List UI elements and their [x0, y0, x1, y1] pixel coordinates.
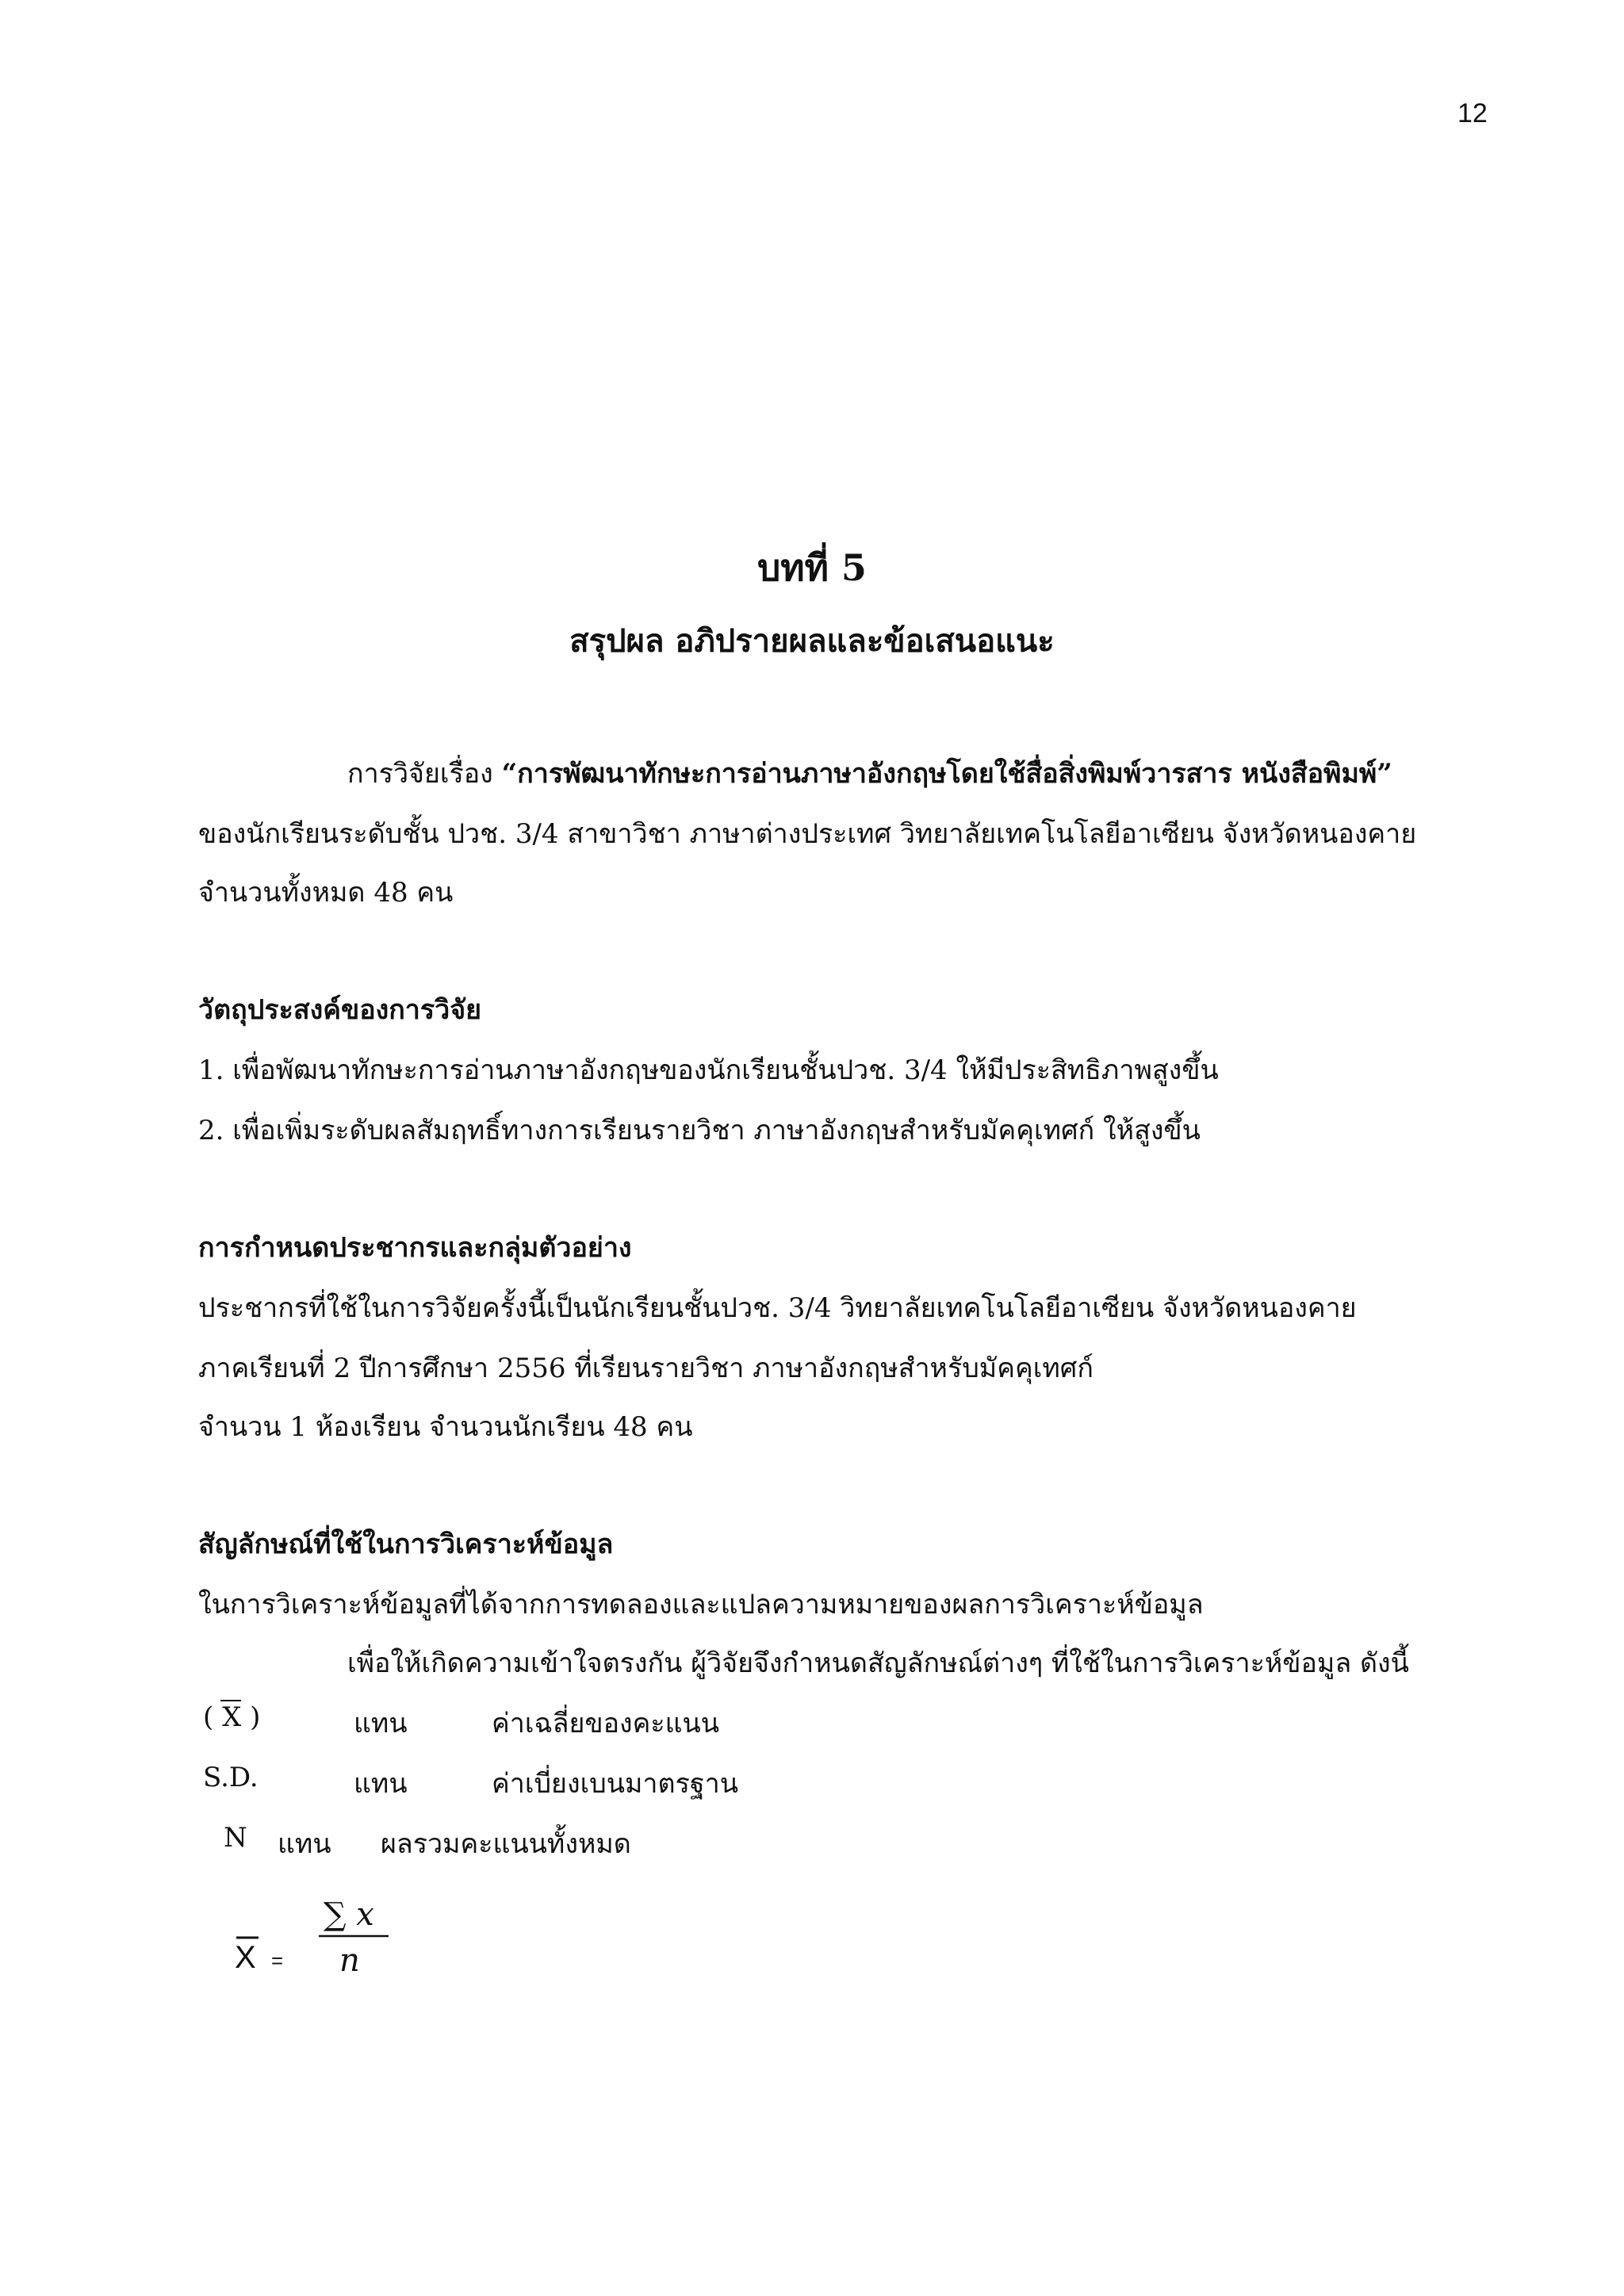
symbol-sd: S.D.: [203, 1762, 259, 1793]
intro-line-1: [347, 752, 1392, 794]
population-line: ประชากรที่ใช้ในการวิจัยครั้งนี้เป็นนักเรียนชั้นปวช. 3/4 วิทยาลัยเทคโนโลยีอาเซียน จังหวัดหนองคาย: [198, 1292, 1357, 1324]
objective-item: 2. เพื่อเพิ่มระดับผลสัมฤทธิ์ทางการเรียนรายวิชา ภาษาอังกฤษสำหรับมัคคุเทศก์ ให้สูงขึ้น: [198, 1115, 1201, 1146]
symbol-row: [0, 1822, 1624, 1869]
symbols-heading: สัญลักษณ์ที่ใช้ในการวิเคราะห์ข้อมูล: [198, 1529, 614, 1560]
formula-equals: =: [271, 1949, 284, 1973]
symbol-mean: ( X ): [203, 1701, 261, 1733]
symbol-stands-for: แทน: [354, 1768, 408, 1800]
mean-formula: [230, 1887, 420, 1990]
chapter-subtitle: สรุปผล อภิปรายผลและข้อเสนอแนะ: [569, 622, 1055, 660]
intro-prefix: การวิจัยเรื่อง: [347, 758, 502, 790]
population-line: จำนวน 1 ห้องเรียน จำนวนนักเรียน 48 คน: [198, 1411, 693, 1443]
objectives-heading: วัตถุประสงค์ของการวิจัย: [198, 994, 482, 1026]
page-number: 12: [1457, 98, 1488, 128]
symbols-intro-line-2: เพื่อให้เกิดความเข้าใจตรงกัน ผู้วิจัยจึงกำหนดสัญลักษณ์ต่างๆ ที่ใช้ในการวิเคราะห์ข้อมูล ดังนี้: [347, 1647, 1409, 1679]
intro-line-3: จำนวนทั้งหมด 48 คน: [198, 877, 454, 909]
formula-lhs: X: [235, 1940, 256, 1975]
symbol-stands-for: แทน: [278, 1828, 331, 1860]
population-heading: การกำหนดประชากรและกลุ่มตัวอย่าง: [198, 1232, 632, 1264]
chapter-title: บทที่ 5: [757, 546, 867, 589]
symbols-intro-line-1: ในการวิเคราะห์ข้อมูลที่ได้จากการทดลองและแปลความหมายของผลการวิเคราะห์ข้อมูล: [198, 1589, 1204, 1621]
objective-item: 1. เพื่อพัฒนาทักษะการอ่านภาษาอังกฤษของนักเรียนชั้นปวช. 3/4 ให้มีประสิทธิภาพสูงขึ้น: [198, 1054, 1219, 1086]
research-title: “การพัฒนาทักษะการอ่านภาษาอังกฤษโดยใช้สื่อสิ่งพิมพ์วารสาร หนังสือพิมพ์”: [501, 758, 1392, 790]
symbol-stands-for: แทน: [354, 1708, 408, 1739]
formula-numerator: ∑ x: [324, 1896, 374, 1933]
overline-mark: [220, 1700, 241, 1701]
symbol-row: [0, 1762, 1624, 1809]
symbol-row: [0, 1701, 1624, 1749]
formula-denominator: n: [339, 1942, 360, 1979]
symbol-meaning: ผลรวมคะแนนทั้งหมด: [381, 1828, 631, 1860]
intro-line-2: ของนักเรียนระดับชั้น ปวช. 3/4 สาขาวิชา ภาษาต่างประเทศ วิทยาลัยเทคโนโลยีอาเซียน จังหวัดหนองคาย: [198, 818, 1417, 850]
symbol-n: N: [224, 1822, 247, 1854]
symbol-meaning: ค่าเบี่ยงเบนมาตรฐาน: [492, 1768, 738, 1800]
population-line: ภาคเรียนที่ 2 ปีการศึกษา 2556 ที่เรียนรายวิชา ภาษาอังกฤษสำหรับมัคคุเทศก์: [198, 1353, 1094, 1384]
symbol-meaning: ค่าเฉลี่ยของคะแนน: [492, 1708, 720, 1739]
